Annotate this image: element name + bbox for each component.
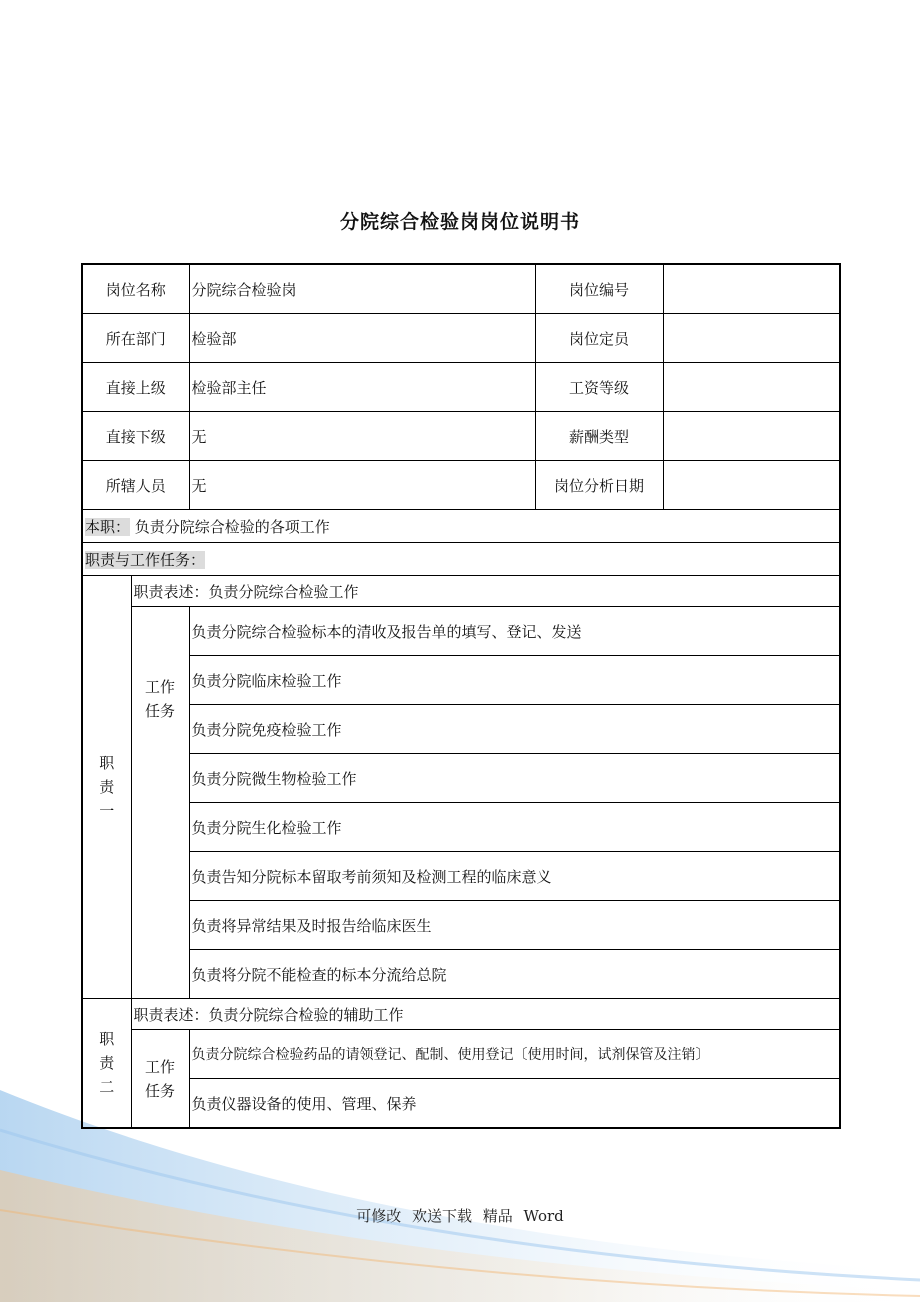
task-label xyxy=(131,1030,189,1129)
task-label-text: 工作 任务 xyxy=(145,1057,176,1100)
info-label: 直接下级 xyxy=(82,412,189,461)
info-label-2: 工资等级 xyxy=(535,363,663,412)
info-label-2: 岗位编号 xyxy=(535,264,663,314)
task-row xyxy=(82,1030,840,1079)
info-row xyxy=(82,412,840,461)
task-row xyxy=(82,754,840,803)
main-duty-row xyxy=(82,510,840,543)
main-duty-label: 本职： xyxy=(85,517,131,536)
task-row xyxy=(82,1079,840,1129)
duty-statement: 职责表述：负责分院综合检验工作 xyxy=(131,576,840,607)
task-text: 负责分院生化检验工作 xyxy=(189,803,840,852)
duty-name-text: 职 责 二 xyxy=(99,1030,115,1096)
task-text: 负责分院临床检验工作 xyxy=(189,656,840,705)
task-text: 负责分院综合检验药品的请领登记、配制、使用登记〔使用时间，试剂保管及注销〕 xyxy=(189,1030,840,1079)
task-text: 负责分院免疫检验工作 xyxy=(189,705,840,754)
duty-statement-row xyxy=(82,576,840,607)
task-text: 负责分院综合检验标本的清收及报告单的填写、登记、发送 xyxy=(189,607,840,656)
duty-name-text: 职 责 一 xyxy=(99,754,115,820)
task-text: 负责仪器设备的使用、管理、保养 xyxy=(189,1079,840,1129)
info-row xyxy=(82,264,840,314)
info-value: 分院综合检验岗 xyxy=(189,264,535,314)
task-row xyxy=(82,852,840,901)
info-value-2 xyxy=(663,314,840,363)
task-label xyxy=(131,607,189,999)
info-value: 检验部 xyxy=(189,314,535,363)
task-row xyxy=(82,656,840,705)
info-label-2: 岗位定员 xyxy=(535,314,663,363)
task-row xyxy=(82,950,840,999)
duty-name xyxy=(82,576,131,999)
task-text: 负责分院微生物检验工作 xyxy=(189,754,840,803)
duty-name xyxy=(82,999,131,1129)
info-row xyxy=(82,314,840,363)
duties-header: 职责与工作任务： xyxy=(85,550,206,569)
duty-statement: 职责表述：负责分院综合检验的辅助工作 xyxy=(131,999,840,1030)
info-row xyxy=(82,363,840,412)
duties-header-cell xyxy=(82,543,840,576)
page-footer: 可修改 欢送下载 精品 Word xyxy=(356,1207,564,1225)
info-value: 检验部主任 xyxy=(189,363,535,412)
page-title: 分院综合检验岗岗位说明书 xyxy=(339,211,580,233)
info-label-2: 薪酬类型 xyxy=(535,412,663,461)
task-row xyxy=(82,803,840,852)
info-label-2: 岗位分析日期 xyxy=(535,461,663,510)
info-value-2 xyxy=(663,412,840,461)
info-value: 无 xyxy=(189,461,535,510)
duties-header-row xyxy=(82,543,840,576)
info-label: 所辖人员 xyxy=(82,461,189,510)
job-description-table xyxy=(81,263,841,1129)
info-label: 所在部门 xyxy=(82,314,189,363)
info-value-2 xyxy=(663,461,840,510)
task-text: 负责将异常结果及时报告给临床医生 xyxy=(189,901,840,950)
duty-statement-row xyxy=(82,999,840,1030)
task-row xyxy=(82,607,840,656)
task-row xyxy=(82,901,840,950)
info-label: 直接上级 xyxy=(82,363,189,412)
main-duty-cell xyxy=(82,510,840,543)
info-row xyxy=(82,461,840,510)
task-label-text: 工作 任务 xyxy=(145,678,176,720)
task-row xyxy=(82,705,840,754)
task-text: 负责告知分院标本留取考前须知及检测工程的临床意义 xyxy=(189,852,840,901)
info-value-2 xyxy=(663,363,840,412)
main-duty-text: 负责分院综合检验的各项工作 xyxy=(134,517,330,536)
info-label: 岗位名称 xyxy=(82,264,189,314)
task-text: 负责将分院不能检查的标本分流给总院 xyxy=(189,950,840,999)
info-value-2 xyxy=(663,264,840,314)
info-value: 无 xyxy=(189,412,535,461)
